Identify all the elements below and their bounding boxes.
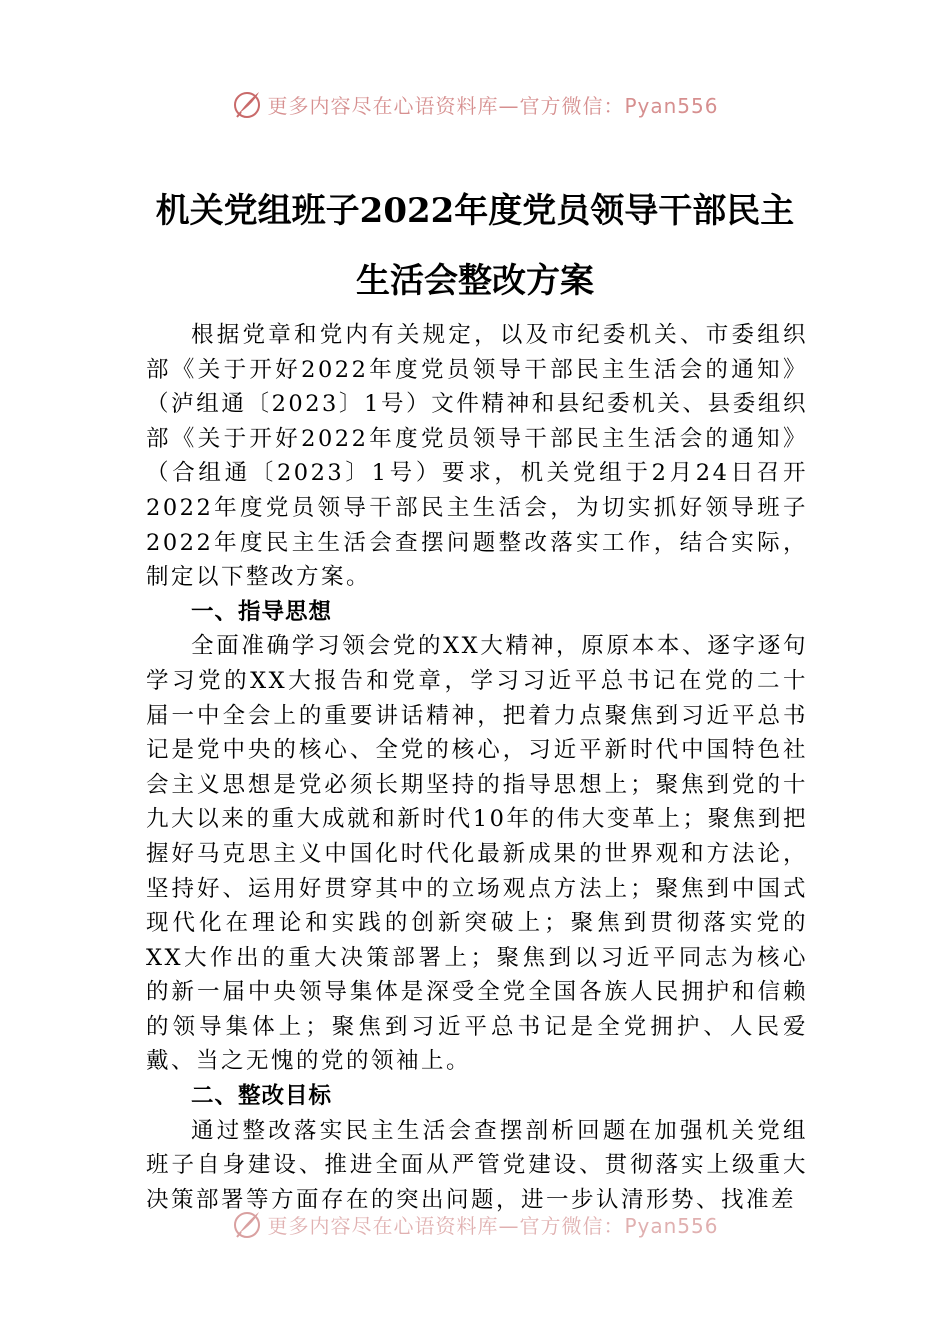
section-2-heading: 二、整改目标 <box>191 1083 333 1110</box>
document-title <box>0 176 950 316</box>
document-body <box>146 318 808 1217</box>
section-1-heading: 一、指导思想 <box>191 598 333 625</box>
quill-logo-icon <box>231 1208 263 1240</box>
section-1-paragraph: 全面准确学习领会党的XX大精神，原原本本、逐字逐句学习党的XX大报告和党章，学习习近平总书记在党的二十届一中全会上的重要讲话精神，把着力点聚焦到习近平总书记是党中央的核心、全党的核心，习近平新时代中国特色社会主义思想是党必须长期坚持的指导思想上；聚焦到党的十九大以来的重大成就和新时代10年的伟大变革上；聚焦到把握好马克思主义中国化时代化最新成果的世界观和方法论，坚持好、运用好贯穿其中的立场观点方法上；聚焦到中国式现代化在理论和实践的创新突破上；聚焦到贯彻落实党的XX大作出的重大决策部署上；聚焦到以习近平同志为核心的新一届中央领导集体是深受全党全国各族人民拥护和信赖的领导集体上；聚焦到习近平总书记是全党拥护、人民爱戴、当之无愧的党的领袖上。 <box>146 633 808 1075</box>
section-2-paragraph: 通过整改落实民主生活会查摆剖析回题在加强机关党组班子自身建设、推进全面从严管党建设、贯彻落实上级重大决策部署等方面存在的突出问题，进一步认清形势、找准差 <box>146 1117 808 1213</box>
title-line-2: 生活会整改方案 <box>356 261 594 301</box>
watermark-text: 更多内容尽在心语资料库—官方微信：Pyan556 <box>267 1213 719 1238</box>
intro-paragraph: 根据党章和党内有关规定，以及市纪委机关、市委组织部《关于开好2022年度党员领导干部民主生活会的通知》（泸组通〔2023〕1号）文件精神和县纪委机关、县委组织部《关于开好2022年度党员领导干部民主生活会的通知》（合组通〔2023〕1号）要求，机关党组于2月24日召开2022年度党员领导干部民主生活会，为切实抓好领导班子2022年度民主生活会查摆问题整改落实工作，结合实际，制定以下整改方案。 <box>146 322 808 591</box>
watermark-footer <box>0 1204 950 1244</box>
watermark-header <box>0 84 950 124</box>
title-line-1: 机关党组班子2022年度党员领导干部民主 <box>155 191 795 231</box>
watermark-text: 更多内容尽在心语资料库—官方微信：Pyan556 <box>267 93 719 118</box>
quill-logo-icon <box>231 88 263 120</box>
